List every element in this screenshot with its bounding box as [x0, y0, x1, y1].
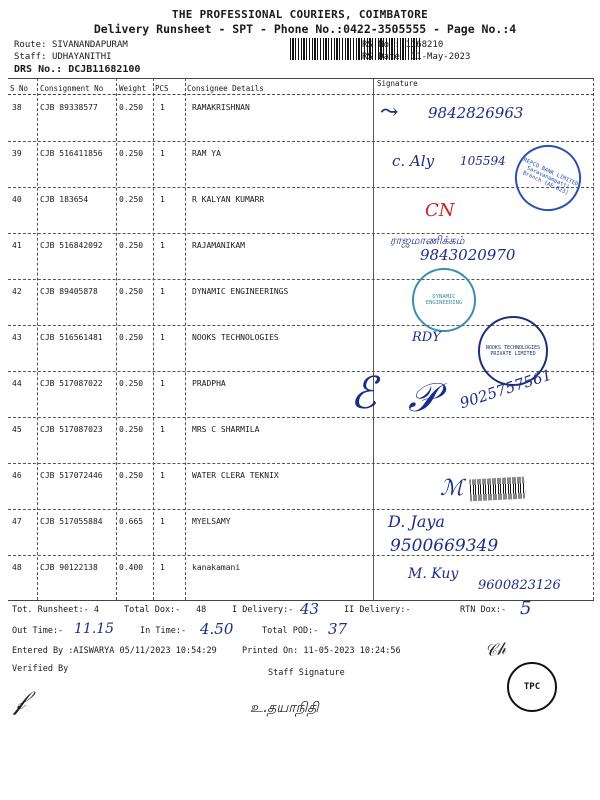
staff-line	[14, 52, 112, 62]
row-separator	[8, 417, 594, 418]
i-delivery-label: I Delivery:-	[232, 605, 294, 615]
row-sno: 39	[12, 149, 22, 158]
row-consignment-no: CJB 517072446	[40, 471, 103, 480]
row-sno: 45	[12, 425, 22, 434]
tpc-stamp-text: TPC	[523, 682, 541, 692]
table-top-line	[8, 78, 594, 79]
tpc-stamp	[507, 662, 557, 712]
rs-no-line	[362, 40, 443, 50]
verified-by-label: Verified By	[12, 664, 69, 674]
drs-label: DRS No.:	[14, 64, 63, 75]
row-weight: 0.250	[119, 103, 144, 112]
bank-stamp-text: REPCO BANK LIMITED Saravanampatti Branch (AE-823)	[521, 157, 579, 197]
row-pcs: 1	[160, 195, 165, 204]
row-separator	[8, 141, 594, 142]
col-divider	[37, 78, 38, 600]
staff-label: Staff:	[14, 52, 47, 62]
row-weight: 0.250	[119, 471, 144, 480]
row-pcs: 1	[160, 563, 165, 572]
row-consignee: MRS C SHARMILA	[192, 425, 260, 434]
bank-stamp	[504, 134, 592, 222]
delivery-barcode-image	[469, 477, 525, 502]
row-weight: 0.400	[119, 563, 144, 572]
row-consignee: kanakamani	[192, 563, 241, 572]
col-divider	[116, 78, 117, 600]
row-separator	[8, 509, 594, 510]
row-consignee: MYELSAMY	[192, 517, 231, 526]
row-sno: 48	[12, 563, 22, 572]
in-time-value: 4.50	[200, 620, 234, 638]
row-sno: 47	[12, 517, 22, 526]
row-sno: 40	[12, 195, 22, 204]
total-dox-value: 48	[196, 605, 207, 615]
row-weight: 0.250	[119, 149, 144, 158]
row-pcs: 1	[160, 287, 165, 296]
rs-no-value: 1168210	[405, 40, 444, 50]
drs-line	[14, 64, 140, 75]
rs-date-line	[362, 52, 470, 62]
signature-39b: 105594	[460, 154, 506, 168]
row-consignee: RAMAKRISHNAN	[192, 103, 250, 112]
tot-runsheet: Tot. Runsheet:- 4	[12, 605, 99, 615]
row-consignee: R KALYAN KUMARR	[192, 195, 265, 204]
out-time-label: Out Time:-	[12, 626, 64, 636]
row-weight: 0.250	[119, 333, 144, 342]
staff-value: UDHAYANITHI	[51, 52, 112, 62]
table-row	[0, 143, 600, 189]
row-consignment-no: CJB 517055884	[40, 517, 103, 526]
row-weight: 0.250	[119, 241, 144, 250]
row-separator	[8, 555, 594, 556]
handwritten-phone-48: 9600823126	[478, 578, 561, 593]
delivery-signature-image: 𝒞𝒽	[483, 638, 508, 661]
signature-43: RDY	[412, 330, 441, 345]
row-pcs: 1	[160, 471, 165, 480]
row-consignee: RAM YA	[192, 149, 221, 158]
engineering-stamp-text: DYNAMIC ENGINEERING	[425, 294, 463, 306]
col-header-consignment: Consignment No	[40, 84, 104, 93]
row-pcs: 1	[160, 517, 165, 526]
col-divider	[593, 78, 594, 600]
row-pcs: 1	[160, 425, 165, 434]
col-header-sno: S No	[10, 84, 29, 93]
row-separator	[8, 279, 594, 280]
row-separator	[8, 187, 594, 188]
route-value: SIVANANDAPURAM	[51, 40, 128, 50]
rs-no-label: RS No.:	[362, 40, 400, 50]
signature-48: M. Kuy	[408, 566, 459, 582]
rs-date-label: RS Date:	[362, 52, 406, 62]
col-divider	[373, 78, 374, 600]
staff-signature-label: Staff Signature	[268, 668, 345, 678]
row-consignment-no: CJB 90122138	[40, 563, 98, 572]
row-sno: 41	[12, 241, 22, 250]
col-divider	[153, 78, 154, 600]
header-bottom-line	[8, 94, 594, 95]
row-separator	[8, 233, 594, 234]
in-time-label: In Time:-	[140, 626, 187, 636]
signature-47: D. Jaya	[388, 512, 445, 531]
staff-signature-image: உ.தயாநிதி	[250, 700, 319, 716]
row-consignment-no: CJB 89405878	[40, 287, 98, 296]
row-weight: 0.250	[119, 425, 144, 434]
row-consignee: NOOKS TECHNOLOGIES	[192, 333, 279, 342]
row-consignment-no: CJB 517087023	[40, 425, 103, 434]
row-consignment-no: CJB 516842092	[40, 241, 103, 250]
row-sno: 46	[12, 471, 22, 480]
row-weight: 0.250	[119, 195, 144, 204]
handwritten-phone-47: 9500669349	[390, 536, 499, 556]
row-consignee: PRADPHA	[192, 379, 226, 388]
row-consignment-no: CJB 516561481	[40, 333, 103, 342]
col-header-signature: Signature	[377, 79, 418, 88]
table-row	[0, 511, 600, 557]
col-header-weight: Weight	[119, 84, 147, 93]
handwritten-phone-38: 9842826963	[428, 104, 524, 122]
engineering-stamp	[412, 268, 476, 332]
row-weight: 0.250	[119, 287, 144, 296]
col-divider	[185, 78, 186, 600]
nooks-stamp-text: NOOKS TECHNOLOGIES PRIVATE LIMITED	[485, 345, 541, 357]
i-delivery-value: 43	[300, 600, 320, 618]
signature-44b: 𝒫	[408, 375, 437, 421]
col-header-consignee: Consignee Details	[187, 84, 264, 93]
route-label: Route:	[14, 40, 47, 50]
route-line	[14, 40, 128, 50]
table-row	[0, 419, 600, 465]
signature-46: ℳ	[440, 476, 464, 501]
drs-value: DCJB11682100	[68, 64, 141, 75]
rs-date-value: 11-May-2023	[410, 52, 471, 62]
row-consignment-no: CJB 517087022	[40, 379, 103, 388]
handwritten-phone-45: 9025757561	[457, 365, 554, 413]
row-weight: 0.665	[119, 517, 144, 526]
total-pod-value: 37	[328, 620, 348, 638]
printed-on: Printed On: 11-05-2023 10:24:56	[242, 646, 401, 656]
signature-41: ராஜமாணிக்கம்	[390, 234, 465, 247]
signature-38: ⤳	[380, 100, 399, 125]
ii-delivery-label: II Delivery:-	[344, 605, 411, 615]
row-sno: 42	[12, 287, 22, 296]
row-sno: 44	[12, 379, 22, 388]
signature-44: ℰ	[350, 368, 377, 419]
company-title: THE PROFESSIONAL COURIERS, COIMBATORE	[171, 8, 429, 21]
runsheet-subtitle: Delivery Runsheet - SPT - Phone No.:0422-3505555 - Page No.:4	[93, 22, 517, 36]
table-row	[0, 189, 600, 235]
row-pcs: 1	[160, 379, 165, 388]
row-consignment-no: CJB 183654	[40, 195, 89, 204]
signature-39: c. Aly	[392, 152, 435, 170]
signature-40: CN	[425, 200, 455, 221]
row-sno: 38	[12, 103, 22, 112]
total-dox-label: Total Dox:-	[124, 605, 181, 615]
row-consignee: DYNAMIC ENGINEERINGS	[192, 287, 289, 296]
row-pcs: 1	[160, 333, 165, 342]
rtn-dox-label: RTN Dox:-	[460, 605, 507, 615]
row-pcs: 1	[160, 241, 165, 250]
row-consignee: RAJAMANIKAM	[192, 241, 245, 250]
out-time-value: 11.15	[74, 621, 115, 637]
row-weight: 0.250	[119, 379, 144, 388]
entered-by: Entered By :AISWARYA 05/11/2023 10:54:29	[12, 646, 217, 656]
row-consignee: WATER CLERA TEKNIX	[192, 471, 279, 480]
row-pcs: 1	[160, 103, 165, 112]
rtn-dox-value: 5	[520, 598, 532, 619]
row-pcs: 1	[160, 149, 165, 158]
row-consignment-no: CJB 89338577	[40, 103, 98, 112]
row-sno: 43	[12, 333, 22, 342]
total-pod-label: Total POD:-	[262, 626, 319, 636]
verifier-signature: 𝒻	[14, 686, 26, 716]
col-header-pcs: PCS	[155, 84, 169, 93]
handwritten-phone-41: 9843020970	[420, 246, 516, 264]
row-consignment-no: CJB 516411856	[40, 149, 103, 158]
row-separator	[8, 463, 594, 464]
